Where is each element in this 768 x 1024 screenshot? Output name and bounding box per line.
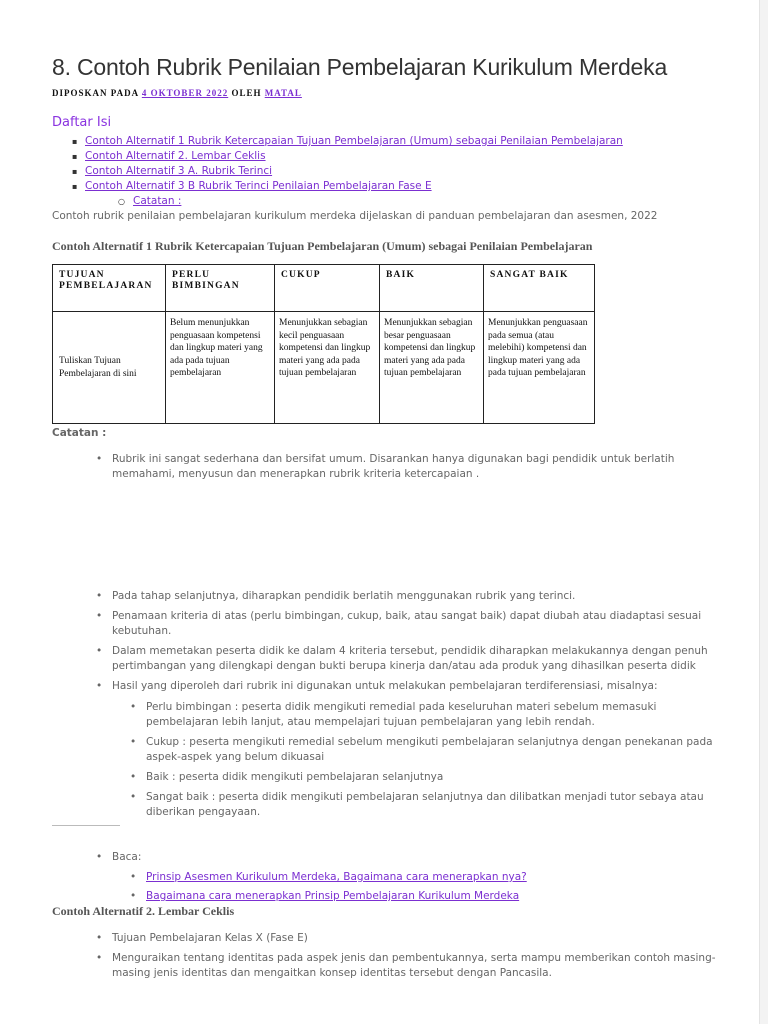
related-article-link[interactable]: Bagaimana cara menerapkan Prinsip Pembelajaran Kurikulum Merdeka (146, 890, 520, 902)
toc-link[interactable]: Contoh Alternatif 1 Rubrik Ketercapaian Tujuan Pembelajaran (Umum) sebagai Penilaian Pembelajaran (85, 135, 623, 147)
note-list (52, 589, 732, 820)
toc-link[interactable]: Contoh Alternatif 3 A. Rubrik Terinci (85, 165, 273, 177)
post-date-link[interactable]: 4 OKTOBER 2022 (141, 88, 229, 98)
vertical-scrollbar[interactable] (759, 0, 768, 1024)
list-item: • Pada tahap selanjutnya, diharapkan pendidik berlatih menggunakan rubrik yang terinci. (112, 589, 732, 604)
list-item-text: Hasil yang diperoleh dari rubrik ini digunakan untuk melakukan pembelajaran terdiferensiasi, misalnya: (112, 680, 658, 692)
table-cell: Menunjukkan sebagian kecil penguasaan kompetensi dan lingkup materi yang ada pada tujuan pembelajaran (275, 312, 380, 424)
table-cell: Belum menunjukkan penguasaan kompetensi dan lingkup materi yang ada pada tujuan pembelajaran (166, 312, 275, 424)
toc-item (85, 134, 732, 149)
toc-item (85, 164, 732, 179)
read-also-links (112, 870, 732, 904)
table-header-cell: PERLU BIMBINGAN (166, 265, 275, 312)
list-item (146, 889, 732, 904)
table-header-cell: CUKUP (275, 265, 380, 312)
list-item: • Rubrik ini sangat sederhana dan bersifat umum. Disarankan hanya digunakan bagi pendidik untuk berlatih memahami, menyusun dan menerapkan rubrik kriteria ketercapaian . (112, 452, 732, 482)
list-item (146, 870, 732, 885)
table-of-contents (52, 134, 732, 209)
rubric-table (52, 264, 595, 424)
table-row (53, 312, 595, 424)
toc-item (85, 179, 732, 194)
section-heading-alternatif-1: Contoh Alternatif 1 Rubrik Ketercapaian Tujuan Pembelajaran (Umum) sebagai Penilaian Pembelajaran (52, 239, 593, 253)
by-label: OLEH (231, 88, 262, 98)
toc-link[interactable]: Catatan : (133, 195, 182, 207)
toc-link[interactable]: Contoh Alternatif 2. Lembar Ceklis (85, 150, 266, 162)
list-item: • Menguraikan tentang identitas pada aspek jenis dan pembentukannya, serta mampu memberikan contoh masing-masing jenis identitas dan mengaitkan konsep identitas tersebut dengan Pancasila. (112, 951, 732, 981)
table-header-cell: BAIK (380, 265, 484, 312)
list-item (112, 679, 732, 820)
note-list (52, 452, 732, 482)
list-item: • Penamaan kriteria di atas (perlu bimbingan, cukup, baik, atau sangat baik) dapat diubah atau diadaptasi sesuai kebutuhan. (112, 609, 732, 639)
list-item: • Dalam memetakan peserta didik ke dalam 4 kriteria tersebut, pendidik diharapkan melakukannya dengan penuh pertimbangan yang dilengkapi dengan bukti berupa kinerja dan/atau ada produk yang dihasilkan peserta didik (112, 644, 732, 674)
list-item: • Cukup : peserta mengikuti remedial sebelum mengikuti pembelajaran selanjutnya dengan penekanan pada aspek-aspek yang belum dikuasai (146, 735, 732, 765)
list-item: • Perlu bimbingan : peserta didik mengikuti remedial pada keseluruhan materi sebelum memasuki pembelajaran lebih lanjut, atau mempelajari tujuan pembelajaran yang lebih rendah. (146, 700, 732, 730)
read-also-list (52, 850, 732, 904)
toc-title: Daftar Isi (52, 115, 112, 130)
section-heading-alternatif-2: Contoh Alternatif 2. Lembar Ceklis (52, 904, 235, 918)
toc-item (85, 149, 732, 164)
toc-link[interactable]: Contoh Alternatif 3 B Rubrik Terinci Penilaian Pembelajaran Fase E (85, 180, 432, 192)
table-header-row (53, 265, 595, 312)
list-item: • Baik : peserta didik mengikuti pembelajaran selanjutnya (146, 770, 732, 785)
table-cell: Menunjukkan penguasaan pada semua (atau melebihi) kompetensi dan lingkup materi yang ada pada tujuan pembelajaran (484, 312, 595, 424)
table-cell: Tuliskan Tujuan Pembelajaran di sini (53, 312, 166, 424)
objective-list (52, 931, 732, 981)
catatan-label: Catatan : (52, 427, 107, 439)
list-item: • Tujuan Pembelajaran Kelas X (Fase E) (112, 931, 732, 946)
related-article-link[interactable]: Prinsip Asesmen Kurikulum Merdeka, Bagaimana cara menerapkan nya? (146, 871, 527, 883)
table-header-cell: SANGAT BAIK (484, 265, 595, 312)
table-cell: Menunjukkan sebagian besar penguasaan kompetensi dan lingkup materi yang ada pada tujuan pembelajaran (380, 312, 484, 424)
page-title: 8. Contoh Rubrik Penilaian Pembelajaran Kurikulum Merdeka (52, 54, 668, 80)
divider (52, 825, 120, 826)
list-item (112, 850, 732, 904)
sub-note-list (112, 700, 732, 820)
toc-sub-item (85, 194, 732, 209)
post-meta (52, 88, 732, 99)
posted-prefix: DIPOSKAN PADA (52, 88, 139, 98)
baca-label: Baca: (112, 851, 142, 863)
intro-paragraph: Contoh rubrik penilaian pembelajaran kurikulum merdeka dijelaskan di panduan pembelajaran dan asesmen, 2022 (52, 210, 658, 222)
author-link[interactable]: MATAL (264, 88, 302, 98)
table-header-cell: TUJUAN PEMBELAJARAN (53, 265, 166, 312)
list-item: • Sangat baik : peserta didik mengikuti pembelajaran selanjutnya dan dilibatkan menjadi tutor sebaya atau diberikan pengayaan. (146, 790, 732, 820)
